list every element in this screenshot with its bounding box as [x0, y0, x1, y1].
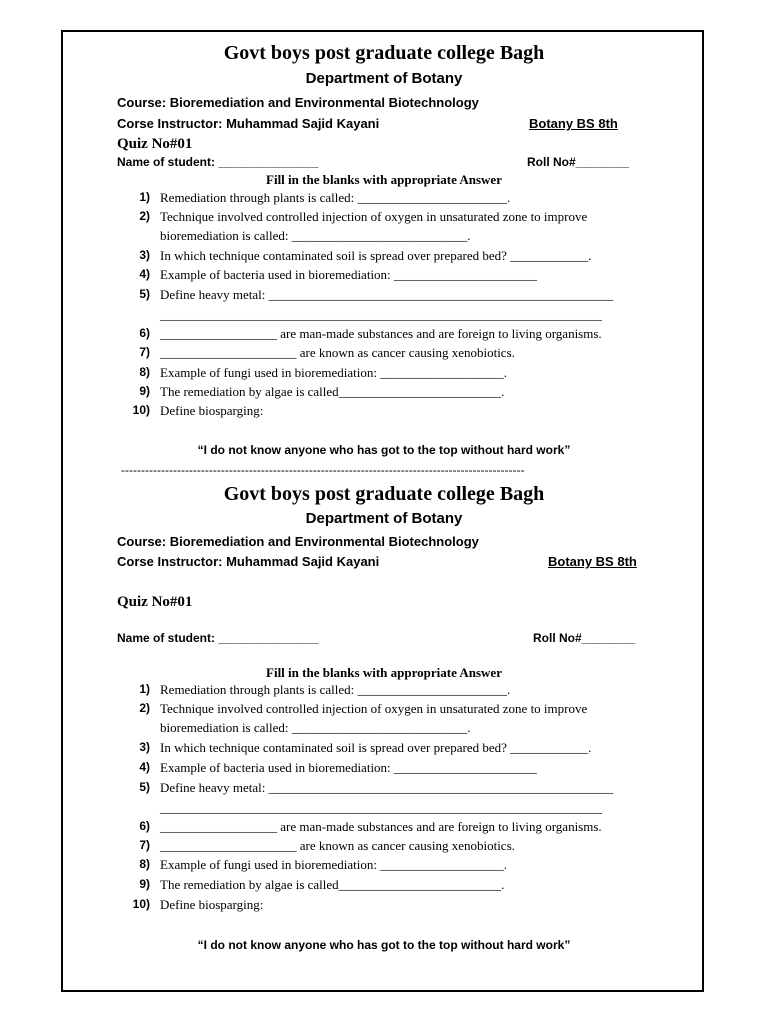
class-label: Botany BS 8th [548, 554, 637, 569]
roll-no-field: Roll No#________ [533, 631, 636, 645]
question-number: 9) [139, 877, 150, 891]
roll-no-field: Roll No#________ [527, 155, 630, 169]
question-text: Example of fungi used in bioremediation: ___________________. [160, 365, 507, 380]
college-name: Govt boys post graduate college Bagh [223, 483, 545, 505]
question-text: Remediation through plants is called: _______________________. [160, 682, 511, 697]
instructor-name: Corse Instructor: Muhammad Sajid Kayani [117, 554, 380, 569]
question-text: bioremediation is called: ___________________________. [160, 720, 471, 735]
question-text: bioremediation is called: ___________________________. [160, 228, 471, 243]
instructions: Fill in the blanks with appropriate Answer [266, 172, 502, 187]
question-text: Define biosparging: [160, 403, 264, 418]
question-number: 2) [139, 209, 150, 223]
question-number: 8) [139, 365, 150, 379]
instructor-name: Corse Instructor: Muhammad Sajid Kayani [117, 116, 380, 131]
question-text: __________________ are man-made substances and are foreign to living organisms. [160, 819, 602, 834]
quiz-title: Quiz No#01 [117, 136, 193, 152]
student-name-field: Name of student: _______________ [117, 631, 319, 645]
question-number: 1) [139, 190, 150, 204]
department-name: Department of Botany [305, 510, 463, 527]
question-text: Technique involved controlled injection of oxygen in unsaturated zone to improve [160, 209, 588, 224]
question-number: 10) [132, 897, 150, 911]
question-number: 5) [139, 780, 150, 794]
question-number: 3) [139, 740, 150, 754]
question-number: 4) [139, 267, 150, 281]
question-number: 1) [139, 682, 150, 696]
question-text: In which technique contaminated soil is spread over prepared bed? ____________. [160, 740, 592, 755]
question-number: 6) [139, 326, 150, 340]
department-name: Department of Botany [305, 70, 463, 87]
question-text: Example of bacteria used in bioremediation: ______________________ [160, 760, 537, 775]
question-text: The remediation by algae is called_________________________. [160, 877, 505, 892]
course-title: Course: Bioremediation and Environmental Biotechnology [117, 95, 479, 110]
question-number: 5) [139, 287, 150, 301]
quiz-title: Quiz No#01 [117, 594, 193, 610]
question-text: Define heavy metal: _____________________________________________________ [160, 287, 614, 302]
question-text: _____________________ are known as cancer causing xenobiotics. [160, 838, 515, 853]
question-text: The remediation by algae is called_________________________. [160, 384, 505, 399]
student-name-field: Name of student: _______________ [117, 155, 319, 169]
question-number: 7) [139, 838, 150, 852]
instructions: Fill in the blanks with appropriate Answer [266, 665, 502, 680]
question-text: In which technique contaminated soil is spread over prepared bed? ____________. [160, 248, 592, 263]
question-text: ____________________________________________________________________ [160, 307, 602, 322]
motivational-quote: “I do not know anyone who has got to the top without hard work” [197, 938, 571, 952]
question-text: Example of fungi used in bioremediation: ___________________. [160, 857, 507, 872]
question-text: Remediation through plants is called: _______________________. [160, 190, 511, 205]
question-text: Define heavy metal: _____________________________________________________ [160, 780, 614, 795]
question-number: 9) [139, 384, 150, 398]
college-name: Govt boys post graduate college Bagh [223, 42, 545, 64]
motivational-quote: “I do not know anyone who has got to the top without hard work” [197, 443, 571, 457]
cut-line-divider: ----------------------------------------------------------------------------------------------------- [121, 463, 525, 477]
question-text: _____________________ are known as cancer causing xenobiotics. [160, 345, 515, 360]
question-number: 7) [139, 345, 150, 359]
question-number: 10) [132, 403, 150, 417]
class-label: Botany BS 8th [529, 116, 618, 131]
question-text: __________________ are man-made substances and are foreign to living organisms. [160, 326, 602, 341]
question-text: Define biosparging: [160, 897, 264, 912]
question-number: 3) [139, 248, 150, 262]
question-text: ____________________________________________________________________ [160, 800, 602, 815]
question-number: 4) [139, 760, 150, 774]
course-title: Course: Bioremediation and Environmental Biotechnology [117, 534, 479, 549]
question-number: 6) [139, 819, 150, 833]
question-number: 8) [139, 857, 150, 871]
question-number: 2) [139, 701, 150, 715]
question-text: Example of bacteria used in bioremediation: ______________________ [160, 267, 537, 282]
question-text: Technique involved controlled injection of oxygen in unsaturated zone to improve [160, 701, 588, 716]
